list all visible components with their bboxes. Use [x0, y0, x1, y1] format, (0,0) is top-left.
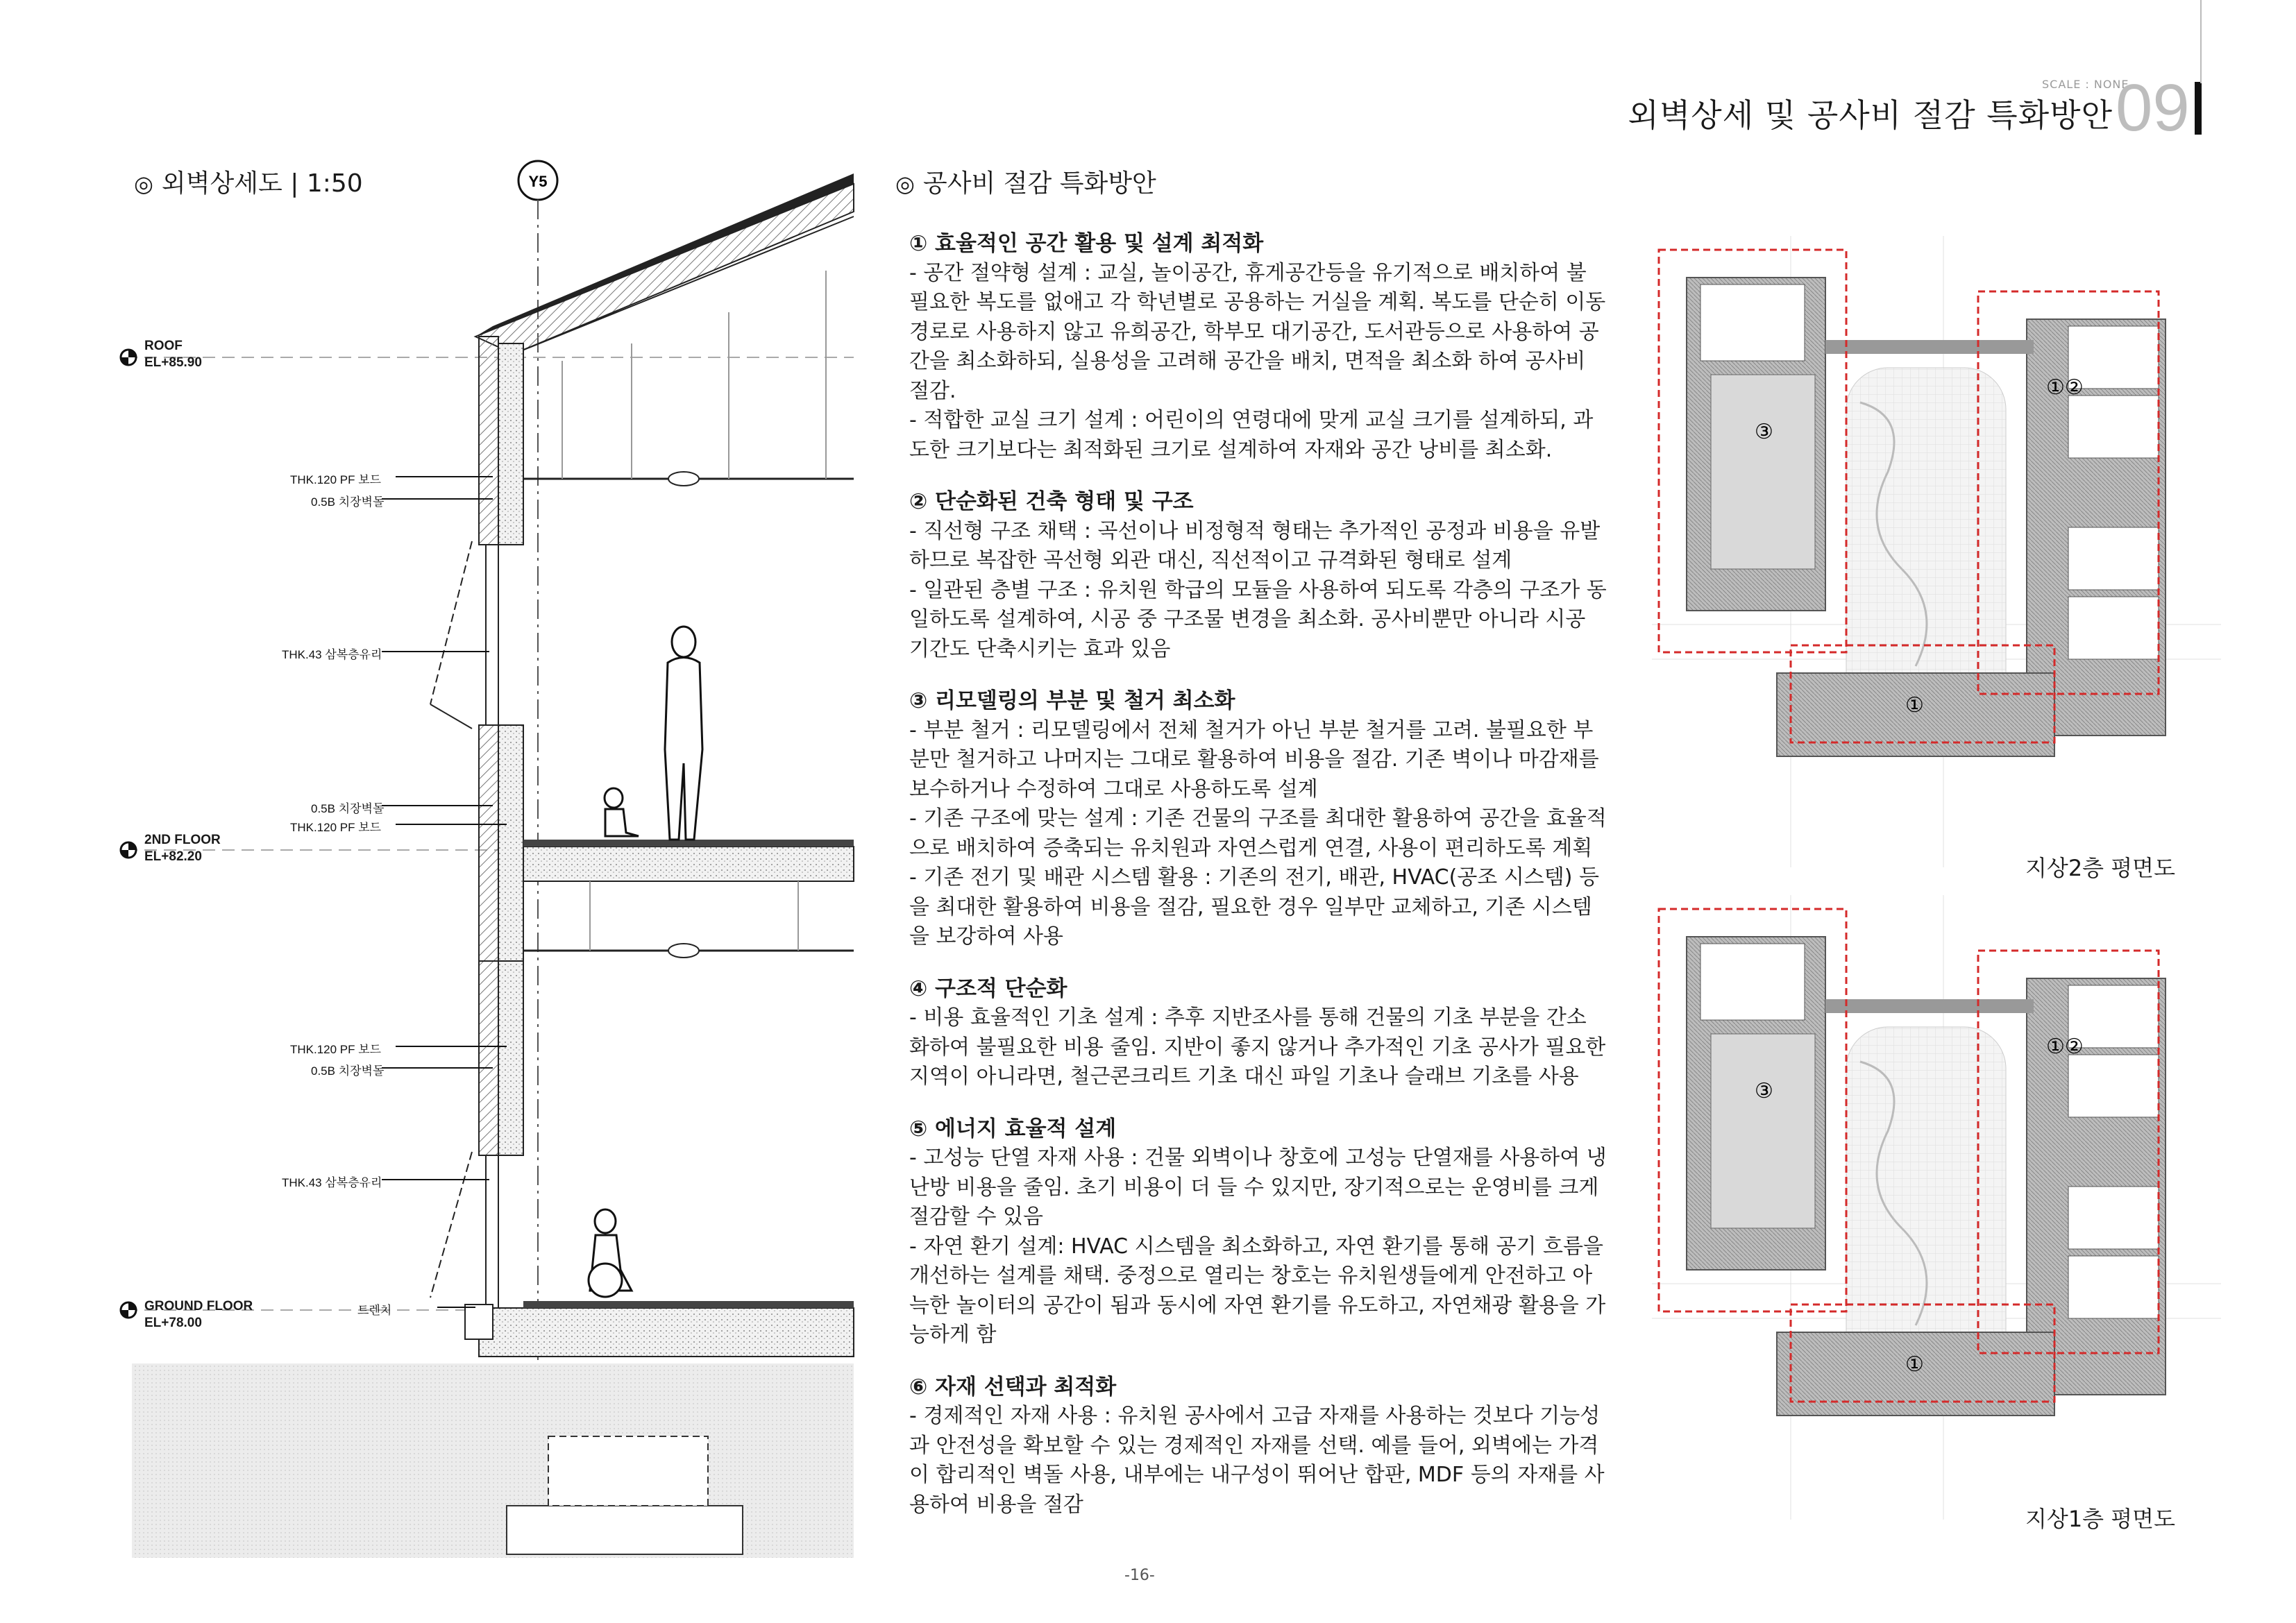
strategy-body: - 직선형 구조 채택 : 곡선이나 비정형적 형태는 추가적인 공정과 비용을 유발 하므로 복잡한 곡선형 외관 대신, 직선적이고 규격화된 형태로 설계 - 일관된 층별 구조 : 유치원 학급의 모듈을 사용하여 되도록 각층의 구조가 동 일하도록 설계하여, 시공 중 구조물 변경을 최소화. 공사비뿐만 아니라 시공 기간도 단축시키는 효과 있음 [909, 518, 1607, 661]
level-marker-ground [121, 1302, 136, 1318]
window-1f [486, 1155, 498, 1308]
section-number: 09 [2116, 71, 2190, 145]
zone-label-12: ①② [2046, 376, 2084, 399]
level-2f-name: 2ND FLOOR [144, 833, 221, 847]
annotation-pf-board: THK.120 PF 보드 [290, 473, 382, 486]
strategy-heading: ④ 구조적 단순화 [909, 976, 1067, 1001]
floor-plan-upper [1652, 236, 2221, 867]
level-marker-2f [121, 842, 136, 858]
strategy-block-5 [909, 1114, 1621, 1350]
floor-plan-lower [1652, 895, 2221, 1520]
page-number: -16- [1124, 1567, 1155, 1584]
insulation-lower [498, 961, 523, 1155]
ground-slab [479, 1308, 854, 1357]
brick-wall-lower [479, 961, 498, 1155]
cost-reduction-title-text: 공사비 절감 특화방안 [922, 169, 1156, 198]
annotation-pf-board: THK.120 PF 보드 [290, 821, 382, 834]
level-ground-el: EL+78.00 [144, 1316, 202, 1330]
strategy-heading: ③ 리모델링의 부분 및 철거 최소화 [909, 688, 1235, 713]
strategy-heading: ① 효율적인 공간 활용 및 설계 최적화 [909, 231, 1264, 256]
insulation-middle [498, 725, 523, 961]
child-figure-2f [605, 788, 639, 836]
roof-slab [475, 184, 854, 354]
window-swing-1f [430, 1152, 472, 1298]
wall-section-drawing [104, 153, 868, 1561]
light-fixture-1f [668, 944, 699, 958]
west-rooms [1700, 944, 1805, 1020]
strategy-body: - 공간 절약형 설계 : 교실, 놀이공간, 휴게공간등을 유기적으로 배치하여 불 필요한 복도를 없애고 각 학년별로 공용하는 거실을 계획. 복도를 단순히 이동 경로로 사용하지 않고 유희공간, 학부모 대기공간, 도서관등으로 사용하여 공 간을 최소화하되, 실용성을 고려해 공간을 배치, 면적을 최소화 하여 공사비 절감. - 적합한 교실 크기 설계 : 어린이의 연령대에 맞게 교실 크기를 설계하되, 과 도한 크기보다는 최적화된 크기로 설계하여 자재와 공간 낭비를 최소화. [909, 260, 1606, 462]
window-swing-2f [430, 541, 472, 704]
strategy-heading: ⑤ 에너지 효율적 설계 [909, 1116, 1117, 1141]
annotation-glass: THK.43 삼복층유리 [282, 648, 382, 661]
strategy-heading: ⑥ 자재 선택과 최적화 [909, 1374, 1117, 1400]
strategy-block-1 [909, 229, 1621, 465]
level-2f-el: EL+82.20 [144, 849, 202, 864]
window-2f [486, 545, 498, 725]
page-title: 외벽상세 및 공사비 절감 특화방안 [1628, 96, 2113, 134]
section-number-bar [2195, 82, 2202, 135]
zone-label-12: ①② [2046, 1035, 2084, 1058]
west-hall [1711, 1034, 1815, 1228]
strategy-heading: ② 단순화된 건축 형태 및 구조 [909, 489, 1194, 514]
insulation-upper [498, 343, 523, 545]
light-fixture-2f [668, 472, 699, 486]
roof-ceiling-line [514, 216, 854, 354]
level-roof-el: EL+85.90 [144, 355, 202, 370]
zone-label-3: ③ [1755, 1080, 1773, 1103]
child-figure-1f [589, 1209, 632, 1297]
strategy-body: - 비용 효율적인 기초 설계 : 추후 지반조사를 통해 건물의 기초 부분을 간소 화하여 불필요한 비용 줄임. 지반이 좋지 않거나 추가적인 기초 공사가 필요한 지역이 아니라면, 철근콘크리트 기초 대신 파일 기초나 슬래브 기초를 사용 [909, 1005, 1606, 1089]
level-marker-roof [121, 350, 136, 365]
grid-tag: Y5 [528, 173, 548, 190]
adult-figure [665, 627, 702, 840]
strategy-block-6 [909, 1373, 1621, 1520]
wall-section-title-text: 외벽상세도 | 1:50 [161, 169, 363, 198]
annotation-brick: 0.5B 치장벽돌 [311, 1064, 385, 1078]
level-ground-name: GROUND FLOOR [144, 1299, 253, 1314]
ground-soil [132, 1363, 854, 1558]
level-roof-name: ROOF [144, 339, 183, 353]
bridge [1825, 999, 2034, 1013]
bridge [1825, 340, 2034, 354]
pile-cap [548, 1436, 708, 1506]
brick-wall-upper [479, 337, 498, 545]
annotation-brick: 0.5B 치장벽돌 [311, 495, 385, 509]
ground-floor-finish [523, 1301, 854, 1308]
strategy-body: - 경제적인 자재 사용 : 유치원 공사에서 고급 자재를 사용하는 것보다 기능성 과 안전성을 확보할 수 있는 경제적인 자재를 선택. 예를 들어, 외벽에는 가격 이 합리적인 벽돌 사용, 내부에는 내구성이 뛰어난 합판, MDF 등의 자재를 사 용하여 비용을 절감 [909, 1404, 1605, 1517]
annotation-glass: THK.43 삼복층유리 [282, 1176, 382, 1189]
scale-label: SCALE : NONE [2042, 78, 2129, 91]
zone-label-1: ① [1905, 1353, 1924, 1376]
zone-label-1: ① [1905, 694, 1924, 717]
strategy-block-2 [909, 487, 1621, 664]
strategy-block-3 [909, 686, 1621, 952]
strategy-body: - 고성능 단열 자재 사용 : 건물 외벽이나 창호에 고성능 단열재를 사용하여 냉 난방 비용을 줄임. 초기 비용이 더 들 수 있지만, 장기적으로는 운영비를 크게 절감할 수 있음 - 자연 환기 설계: HVAC 시스템을 최소화하고, 자연 환기를 통해 공기 흐름을 개선하는 설계를 채택. 중정으로 열리는 창호는 유치원생들에게 안전하고 아 늑한 놀이터의 공간이 됨과 동시에 자연 환기를 유도하고, 자연채광 활용을 가 능하게 함 [909, 1146, 1607, 1347]
cost-reduction-title [895, 164, 1156, 199]
strategy-body: - 부분 철거 : 리모델링에서 전체 철거가 아닌 부분 철거를 고려. 불필요한 부 분만 철거하고 나머지는 그대로 활용하여 비용을 절감. 기존 벽이나 마감재를 보수하거나 수정하여 그대로 사용하도록 설계 - 기존 구조에 맞는 설계 : 기존 건물의 구조를 최대한 활용하여 공간을 효율적 으로 배치하여 증축되는 유치원과 자연스럽게 연결, 사용이 편리하도록 계획 - 기존 전기 및 배관 시스템 활용 : 기존의 전기, 배관, HVAC(공조 시스템) 등 을 최대한 활용하여 비용을 절감, 필요한 경우 일부만 교체하고, 기존 시스템 을 보강하여 사용 [909, 717, 1607, 949]
section-mark-icon: ◎ [134, 171, 153, 197]
annotation-trench: 트렌치 [357, 1304, 392, 1317]
strategy-block-4 [909, 974, 1621, 1092]
zone-label-3: ③ [1755, 420, 1773, 443]
top-right-rule [2200, 0, 2202, 83]
west-hall [1711, 375, 1815, 569]
brick-wall-middle [479, 725, 498, 961]
cost-reduction-text [909, 229, 1621, 1542]
annotation-brick: 0.5B 치장벽돌 [311, 802, 385, 815]
second-floor-slab [523, 847, 854, 881]
plan-caption-1f: 지상1층 평면도 [2025, 1506, 2176, 1532]
section-mark-icon: ◎ [895, 171, 915, 197]
footing [507, 1506, 743, 1554]
annotation-pf-board: THK.120 PF 보드 [290, 1043, 382, 1056]
west-rooms [1700, 284, 1805, 361]
trench-drain [465, 1305, 493, 1339]
plan-caption-2f: 지상2층 평면도 [2025, 855, 2176, 881]
window-swing-2f-b [430, 704, 472, 729]
